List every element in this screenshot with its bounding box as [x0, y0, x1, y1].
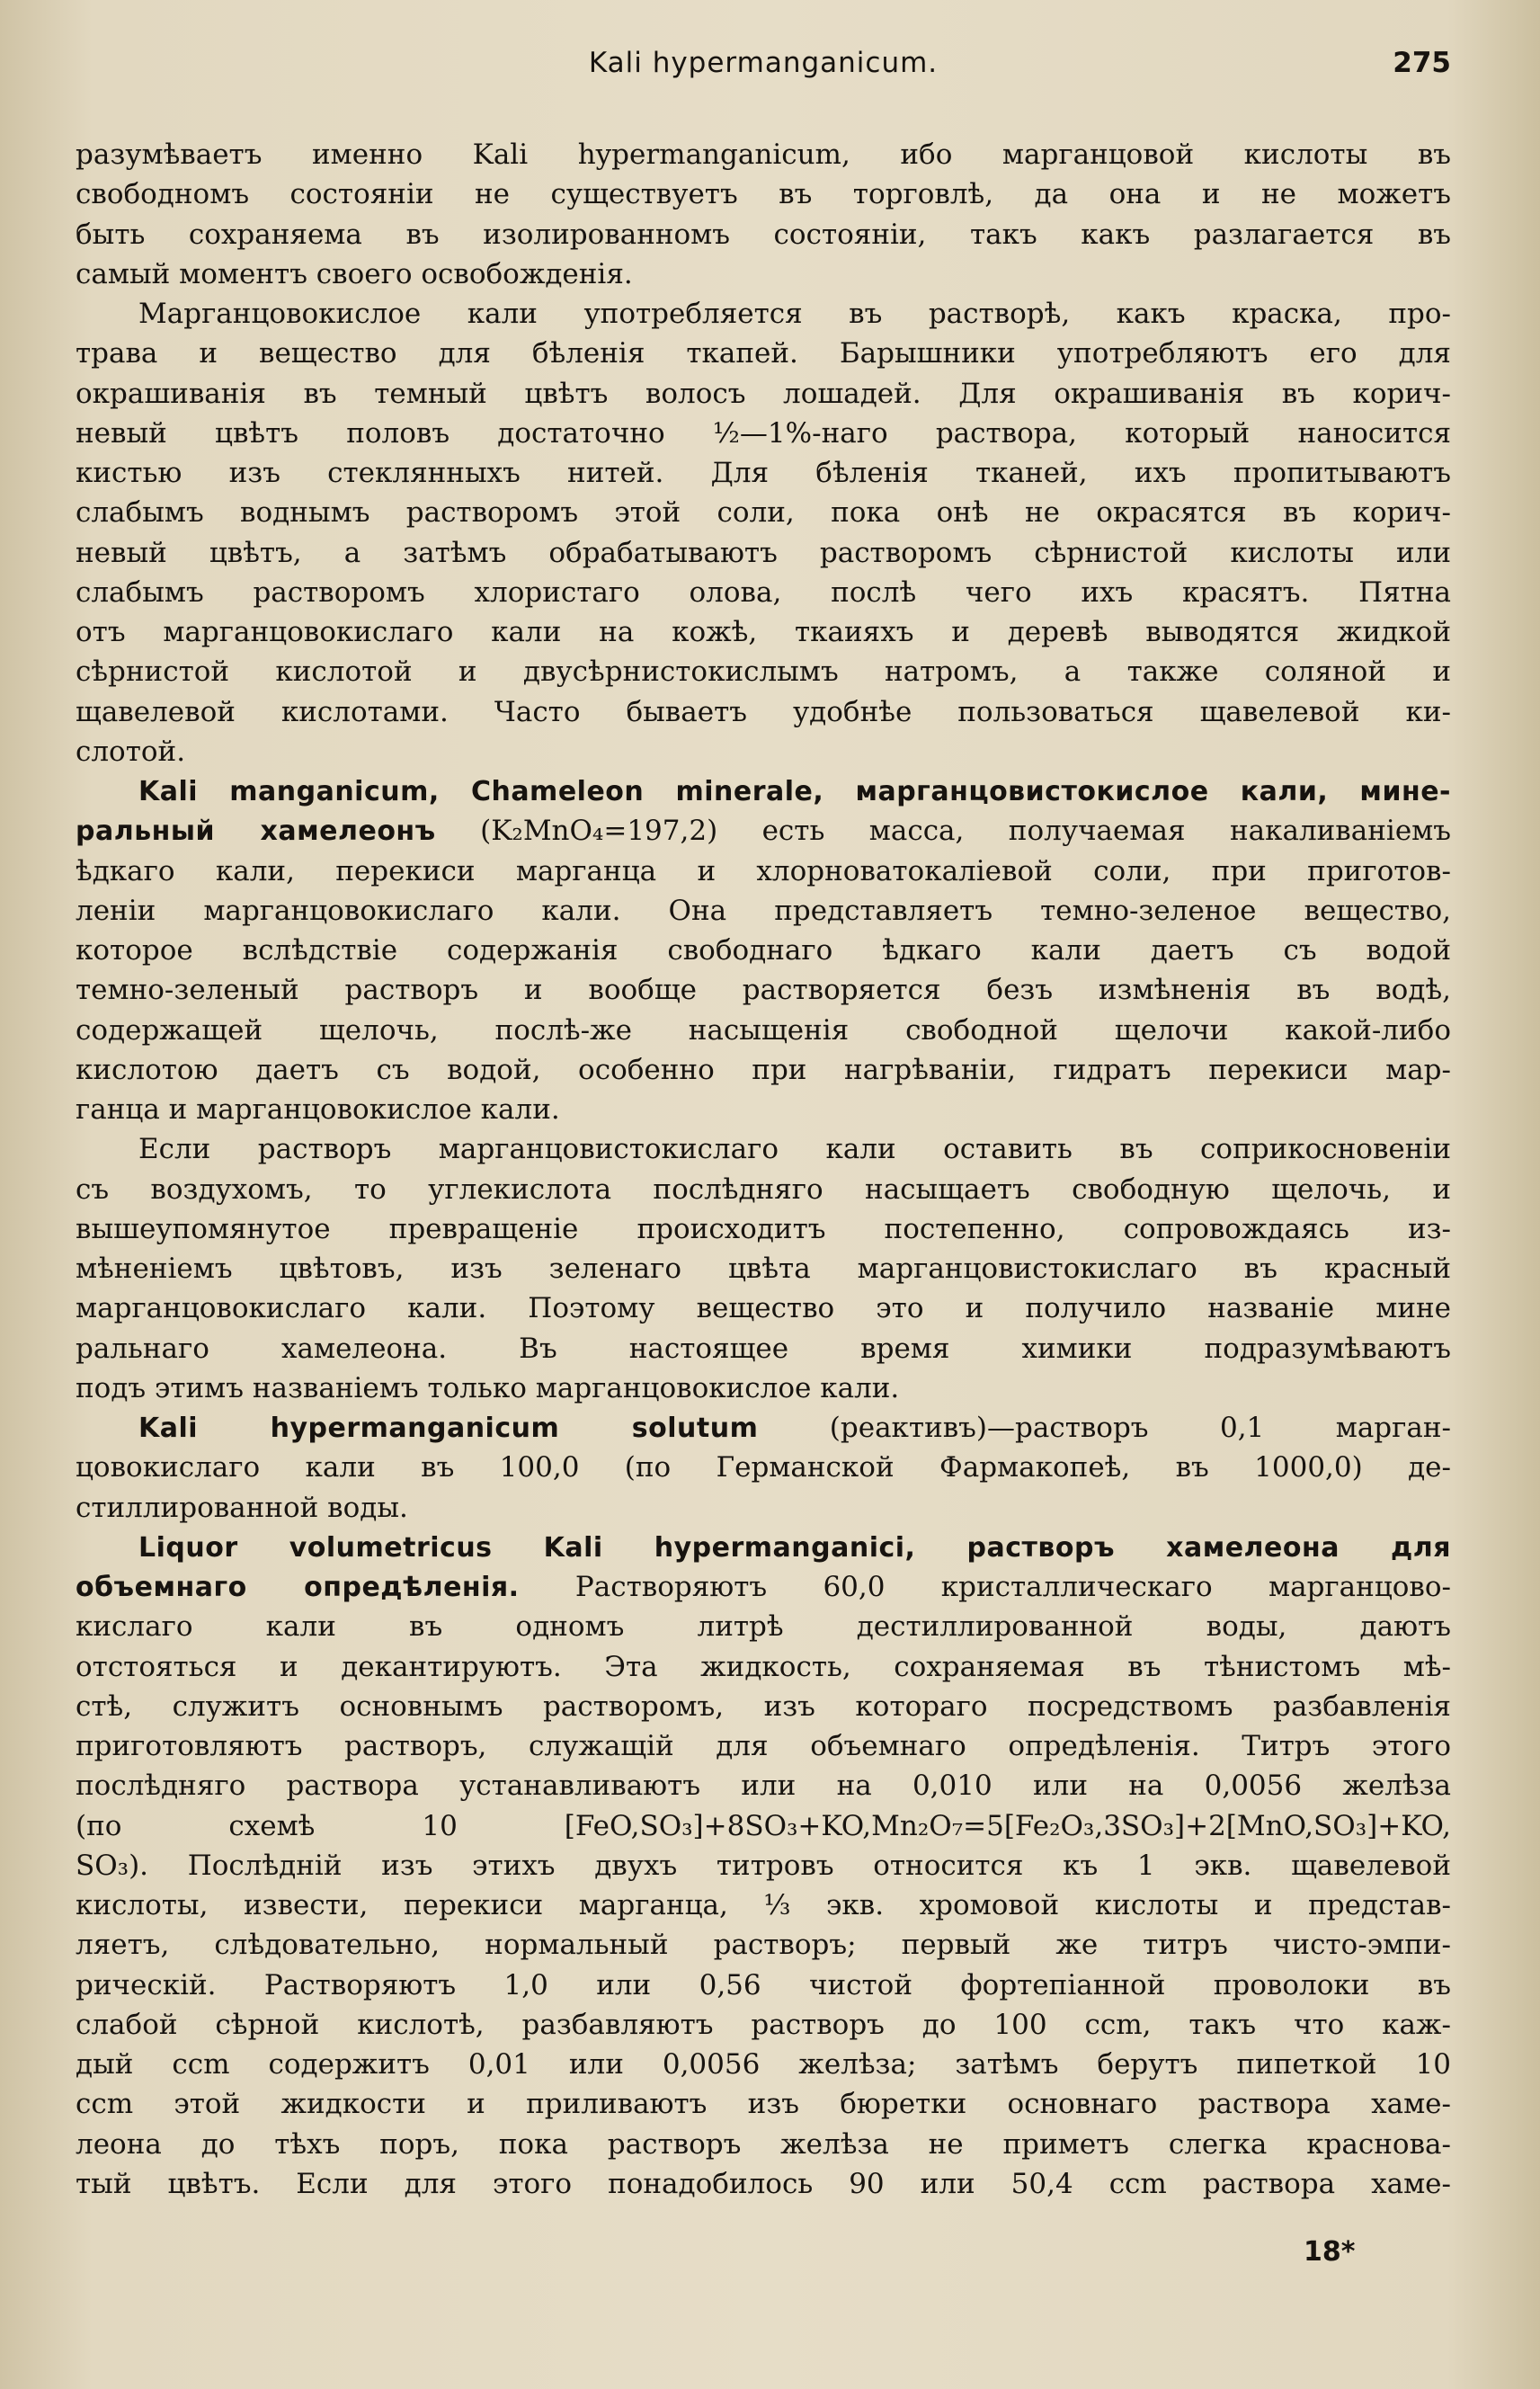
text-line: тый цвѣтъ. Если для этого понадобилось 90 или 50,4 ccm раствора хаме- — [76, 2167, 1451, 2200]
entry-heading-line: Kali hypermanganicum solutum (реактивъ)—растворъ 0,1 марган- — [138, 1412, 1451, 1444]
text-line: окрашиванiя въ темный цвѣтъ волосъ лошадей. Для окрашиванiя въ корич- — [76, 377, 1451, 410]
text-line: самый моментъ своего освобожденiя. — [76, 257, 633, 290]
text-line: содержащей щелочь, послѣ-же насыщенiя свободной щелочи какой-либо — [76, 1013, 1451, 1047]
text-line: Если растворъ марганцовистокислаго кали оставить въ соприкосновенiи — [138, 1133, 1451, 1166]
text-line: слабымъ воднымъ растворомъ этой соли, пока онѣ не окрасятся въ корич- — [76, 496, 1451, 530]
text-line: слабымъ растворомъ хлористаго олова, послѣ чего ихъ красятъ. Пятна — [76, 575, 1451, 609]
text-line: мѣненiемъ цвѣтовъ, изъ зеленаго цвѣта марганцовистокислаго въ красный — [76, 1252, 1451, 1285]
text-line: быть сохраняема въ изолированномъ состоянiи, такъ какъ разлагается въ — [76, 218, 1451, 251]
text-line: трава и вещество для бѣленiя ткапей. Барышники употребляютъ его для — [76, 337, 1451, 370]
text-line: сѣрнистой кислотой и двусѣрнистокислымъ натромъ, а также соляной и — [76, 655, 1451, 689]
signature-mark: 18* — [1304, 2236, 1356, 2268]
text-line: цовокислаго кали въ 100,0 (по Германской Фармакопеѣ, въ 1000,0) де- — [76, 1451, 1451, 1484]
entry-heading-line: объемнаго опредѣленiя. Растворяютъ 60,0 кристаллическаго марганцово- — [76, 1571, 1451, 1603]
text-line: рическiй. Растворяютъ 1,0 или 0,56 чистой фортепiанной проволоки въ — [76, 1968, 1451, 2001]
text-line: Марганцовокислое кали употребляется въ растворѣ, какъ краска, про- — [138, 298, 1451, 330]
text-line: SO₃). Послѣднiй изъ этихъ двухъ титровъ относится къ 1 экв. щавелевой — [76, 1849, 1451, 1882]
text-body — [76, 135, 1451, 2204]
text-line: слабой сѣрной кислотѣ, разбавляютъ растворъ до 100 ccm, такъ что каж- — [76, 2008, 1451, 2041]
text-line: подъ этимъ названiемъ только марганцовокислое кали. — [76, 1371, 900, 1404]
text-line: приготовляютъ растворъ, служащiй для объемнаго опредѣленiя. Титръ этого — [76, 1730, 1451, 1762]
text-line: кислоты, извести, перекиси марганца, ⅓ экв. хромовой кислоты и представ- — [76, 1889, 1451, 1921]
text-line: невый цвѣтъ, а затѣмъ обрабатываютъ растворомъ сѣрнистой кислоты или — [76, 536, 1451, 569]
text-line: ральнаго хамелеона. Въ настоящее время химики подразумѣваютъ — [76, 1332, 1451, 1365]
text-line: кислаго кали въ одномъ литрѣ дестиллированной воды, даютъ — [76, 1610, 1451, 1644]
text-line: ccm этой жидкости и приливаютъ изъ бюретки основнаго раствора хаме- — [76, 2088, 1451, 2121]
text-line: разумѣваетъ именно Kali hypermanganicum, ибо марганцовой кислоты въ — [76, 138, 1451, 171]
text-line: ленiи марганцовокислаго кали. Она представляетъ темно-зеленое вещество, — [76, 894, 1451, 927]
text-line: леона до тѣхъ поръ, пока растворъ желѣза не приметъ слегка краснова- — [76, 2127, 1451, 2161]
text-line: послѣдняго раствора устанавливаютъ или на 0,010 или на 0,0056 желѣза — [76, 1769, 1451, 1803]
text-line: стиллированной воды. — [76, 1491, 408, 1524]
running-title: Kali hypermanganicum. — [588, 47, 939, 79]
text-line: стѣ, служитъ основнымъ растворомъ, изъ котораго посредствомъ разбавленiя — [76, 1689, 1451, 1723]
text-line: дый ccm содержитъ 0,01 или 0,0056 желѣза; затѣмъ берутъ пипеткой 10 — [76, 2048, 1451, 2081]
text-line: щавелевой кислотами. Часто бываетъ удобнѣе пользоваться щавелевой ки- — [76, 695, 1451, 728]
text-line: ляетъ, слѣдовательно, нормальный растворъ; первый же титръ чисто-эмпи- — [76, 1929, 1451, 1962]
text-line: вышеупомянутое превращенiе происходитъ постепенно, сопровождаясь из- — [76, 1212, 1451, 1245]
text-line: свободномъ состоянiи не существуетъ въ торговлѣ, да она и не можетъ — [76, 178, 1451, 211]
text-line: отъ марганцовокислаго кали на кожѣ, ткаияхъ и деревѣ выводятся жидкой — [76, 616, 1451, 648]
text-line: кислотою даетъ съ водой, особенно при нагрѣванiи, гидратъ перекиси мар- — [76, 1053, 1451, 1086]
text-line: съ воздухомъ, то углекислота послѣдняго насыщаетъ свободную щелочь, и — [76, 1172, 1451, 1206]
running-head — [76, 47, 1451, 85]
entry-heading-line: Liquor volumetricus Kali hypermanganici, растворъ хамелеона для — [138, 1531, 1451, 1564]
text-line: темно-зеленый растворъ и вообще растворяется безъ измѣненiя въ водѣ, — [76, 974, 1451, 1007]
entry-heading-line: ральный хамелеонъ (K₂MnO₄=197,2) есть масса, получаемая накаливанiемъ — [76, 815, 1451, 848]
text-line: которое вслѣдствiе содержанiя свободнаго ѣдкаго кали даетъ съ водой — [76, 934, 1451, 967]
entry-heading-line: Kali manganicum, Chameleon minerale, марганцовистокислое кали, мине- — [138, 776, 1451, 807]
text-line: марганцовокислаго кали. Поэтому вещество это и получило названiе мине — [76, 1292, 1451, 1325]
formula-line: (по схемѣ 10 [FeO,SO₃]+8SO₃+KO,Mn₂O₇=5[Fe₂O₃,3SO₃]+2[MnO,SO₃]+KO, — [76, 1809, 1451, 1842]
text-line: ганца и марганцовокислое кали. — [76, 1093, 560, 1126]
text-line: кистью изъ стеклянныхъ нитей. Для бѣленiя тканей, ихъ пропитываютъ — [76, 457, 1451, 489]
text-line: ѣдкаго кали, перекиси марганца и хлорноватокалiевой соли, при приготов- — [76, 854, 1451, 887]
text-line: отстояться и декантируютъ. Эта жидкость, сохраняемая въ тѣнистомъ мѣ- — [76, 1650, 1451, 1683]
page-number: 275 — [1393, 47, 1451, 79]
text-line: невый цвѣтъ половъ достаточно ½—1%-наго раствора, который наносится — [76, 416, 1451, 450]
text-line: слотой. — [76, 735, 186, 768]
